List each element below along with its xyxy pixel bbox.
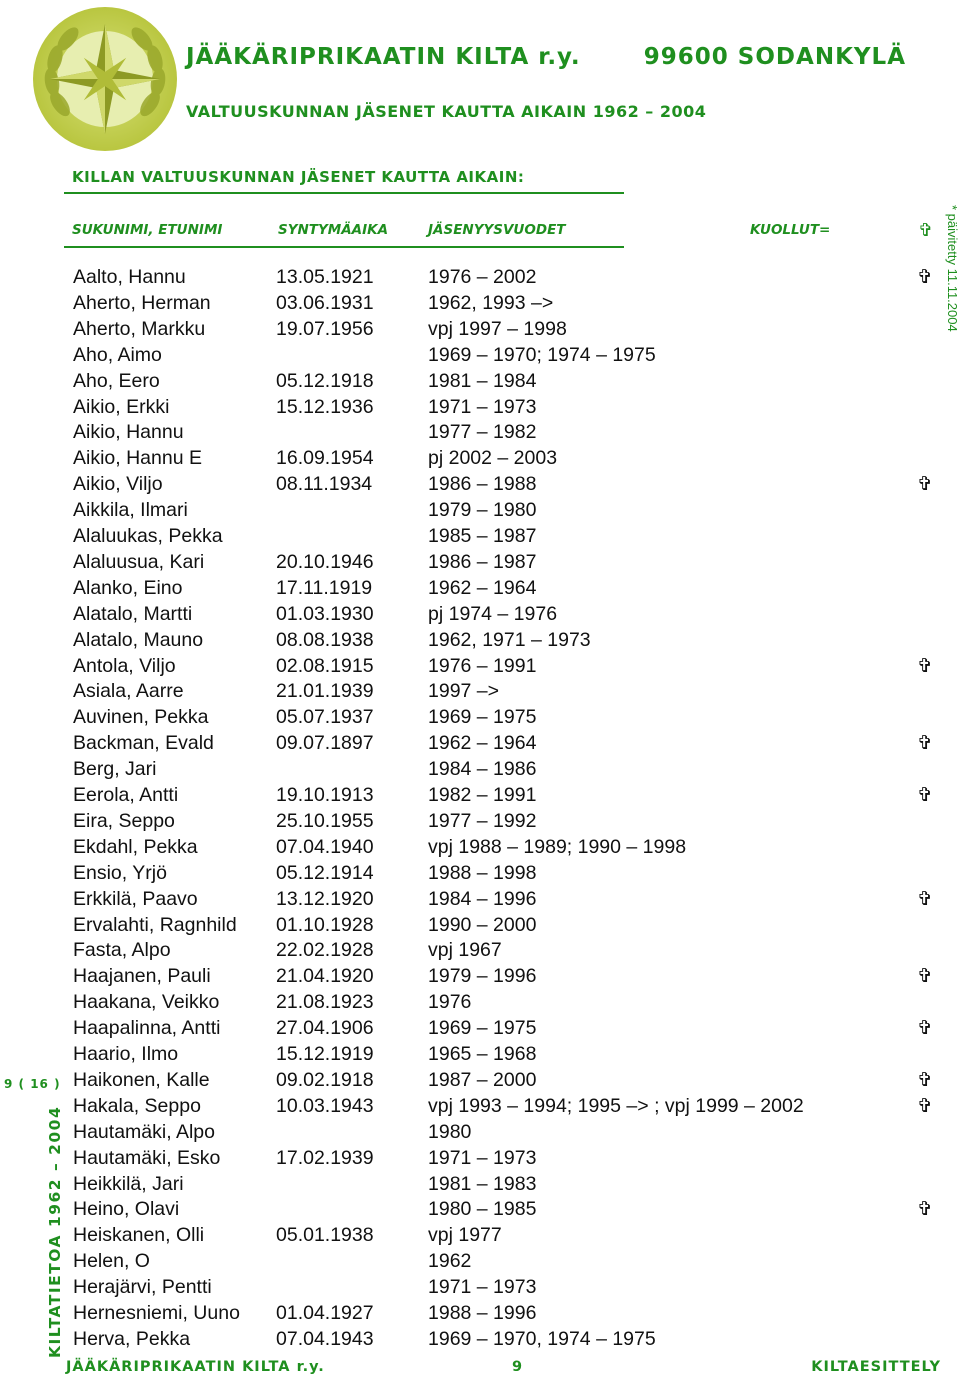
member-name: Heikkilä, Jari <box>73 1172 184 1195</box>
member-years: vpj 1967 <box>428 939 502 962</box>
member-birthdate: 01.03.1930 <box>276 602 374 625</box>
table-row <box>0 1069 960 1095</box>
deceased-cross-icon: ✞ <box>917 1069 933 1091</box>
org-name: JÄÄKÄRIPRIKAATIN KILTA r.y. <box>186 44 581 70</box>
footer-org-name: JÄÄKÄRIPRIKAATIN KILTA r.y. <box>66 1359 325 1375</box>
member-years: vpj 1988 – 1989; 1990 – 1998 <box>428 835 687 858</box>
member-name: Aalto, Hannu <box>73 266 186 288</box>
member-years: 1971 – 1973 <box>428 1276 537 1299</box>
table-row <box>0 991 960 1017</box>
member-years: 1976 <box>428 991 472 1014</box>
member-years: vpj 1993 – 1994; 1995 –> ; vpj 1999 – 2002 <box>428 1094 804 1117</box>
table-row <box>0 499 960 525</box>
member-birthdate: 22.02.1928 <box>276 939 374 962</box>
column-header-name: SUKUNIMI, ETUNIMI <box>72 222 223 238</box>
table-row <box>0 914 960 940</box>
member-years: 1997 –> <box>428 680 500 703</box>
member-birthdate: 21.01.1939 <box>276 680 374 703</box>
footer-section: KILTAESITTELY <box>811 1359 941 1375</box>
member-years: 1979 – 1980 <box>428 499 537 522</box>
table-row <box>0 1147 960 1173</box>
deceased-cross-icon: ✞ <box>917 655 933 677</box>
member-name: Erkkilä, Paavo <box>73 887 198 910</box>
member-years: 1976 – 2002 <box>428 266 537 288</box>
member-name: Herva, Pekka <box>73 1327 191 1350</box>
table-row <box>0 1043 960 1069</box>
header-subtitle: VALTUUSKUNNAN JÄSENET KAUTTA AIKAIN 1962 – 2004 <box>186 102 707 121</box>
member-name: Aikio, Hannu E <box>73 447 202 470</box>
table-row <box>0 1198 960 1224</box>
member-years: 1984 – 1996 <box>428 887 537 910</box>
member-birthdate: 10.03.1943 <box>276 1094 374 1117</box>
postal-address: 99600 SODANKYLÄ <box>643 44 906 70</box>
member-birthdate: 25.10.1955 <box>276 809 374 832</box>
member-name: Heiskanen, Olli <box>73 1224 205 1247</box>
column-headers <box>0 222 960 242</box>
member-birthdate: 20.10.1946 <box>276 550 374 573</box>
member-years: 1969 – 1975 <box>428 1017 537 1040</box>
member-name: Aikkila, Ilmari <box>73 499 188 522</box>
deceased-cross-icon: ✞ <box>917 966 933 988</box>
deceased-cross-icon: ✞ <box>917 785 933 806</box>
member-years: 1986 – 1987 <box>428 550 537 573</box>
member-name: Haario, Ilmo <box>73 1043 179 1065</box>
member-name: Hakala, Seppo <box>73 1094 201 1117</box>
member-birthdate: 27.04.1906 <box>276 1017 374 1040</box>
member-name: Alaluusua, Kari <box>73 550 205 573</box>
member-years: 1988 – 1998 <box>428 861 537 884</box>
table-row <box>0 1017 960 1043</box>
member-birthdate: 05.12.1914 <box>276 861 374 884</box>
member-name: Heino, Olavi <box>73 1198 180 1221</box>
member-name: Hautamäki, Alpo <box>73 1120 215 1143</box>
member-name: Aherto, Markku <box>73 317 206 340</box>
member-name: Helen, O <box>73 1250 150 1273</box>
member-name: Eerola, Antti <box>73 784 179 806</box>
footer <box>66 1359 941 1379</box>
member-name: Aikio, Viljo <box>73 473 163 496</box>
member-years: 1990 – 2000 <box>428 913 537 936</box>
member-name: Aikio, Erkki <box>73 395 170 418</box>
member-years: 1962, 1971 – 1973 <box>428 628 591 651</box>
table-row <box>0 655 960 681</box>
table-row <box>0 1095 960 1121</box>
cross-icon: ✞ <box>918 220 934 241</box>
table-row <box>0 732 960 758</box>
member-birthdate: 19.10.1913 <box>276 784 374 806</box>
table-row <box>0 629 960 655</box>
member-years: 1977 – 1992 <box>428 809 537 832</box>
member-name: Aho, Eero <box>73 369 160 392</box>
member-name: Alatalo, Mauno <box>73 628 204 651</box>
member-years: 1971 – 1973 <box>428 395 537 418</box>
member-name: Aho, Aimo <box>73 343 162 366</box>
table-row <box>0 784 960 810</box>
table-row <box>0 603 960 629</box>
jaakariprikaati-star-emblem-icon <box>30 4 180 154</box>
column-header-deceased: KUOLLUT= <box>750 222 831 238</box>
member-years: 1987 – 2000 <box>428 1068 537 1091</box>
member-name: Aikio, Hannu <box>73 421 184 444</box>
member-name: Fasta, Alpo <box>73 939 171 962</box>
member-name: Haikonen, Kalle <box>73 1068 210 1091</box>
member-years: 1962 – 1964 <box>428 732 537 755</box>
member-birthdate: 16.09.1954 <box>276 447 374 470</box>
member-years: 1981 – 1983 <box>428 1172 537 1195</box>
table-row <box>0 1173 960 1199</box>
member-name: Herajärvi, Pentti <box>73 1276 212 1299</box>
member-years: 1976 – 1991 <box>428 654 537 677</box>
table-row <box>0 344 960 370</box>
member-birthdate: 21.08.1923 <box>276 991 374 1014</box>
vertical-section-title: KILTATIETOA 1962 – 2004 <box>46 1105 64 1358</box>
updated-note: * päivitetty 11.11.2004 <box>945 205 960 332</box>
table-row <box>0 1121 960 1147</box>
member-years: 1962, 1993 –> <box>428 291 554 314</box>
member-birthdate: 01.10.1928 <box>276 913 374 936</box>
member-name: Hautamäki, Esko <box>73 1146 221 1169</box>
member-years: vpj 1977 <box>428 1224 502 1247</box>
member-years: 1969 – 1970, 1974 – 1975 <box>428 1327 656 1350</box>
member-name: Ekdahl, Pekka <box>73 835 198 858</box>
member-name: Hernesniemi, Uuno <box>73 1302 240 1324</box>
table-row <box>0 266 960 292</box>
deceased-cross-icon: ✞ <box>917 733 933 755</box>
member-years: 1979 – 1996 <box>428 965 537 988</box>
member-birthdate: 03.06.1931 <box>276 291 374 314</box>
member-years: 1988 – 1996 <box>428 1302 537 1324</box>
table-row <box>0 421 960 447</box>
header-title <box>186 44 906 70</box>
member-birthdate: 07.04.1940 <box>276 835 374 858</box>
table-row <box>0 1276 960 1302</box>
member-years: 1980 – 1985 <box>428 1198 537 1221</box>
table-row <box>0 577 960 603</box>
member-name: Backman, Evald <box>73 732 214 755</box>
member-birthdate: 15.12.1936 <box>276 395 374 418</box>
table-row <box>0 706 960 732</box>
column-header-born: SYNTYMÄAIKA <box>278 222 389 238</box>
member-name: Berg, Jari <box>73 758 157 781</box>
member-birthdate: 05.12.1918 <box>276 369 374 392</box>
member-name: Alanko, Eino <box>73 576 183 599</box>
member-years: 1962 <box>428 1250 472 1273</box>
table-row <box>0 965 960 991</box>
member-birthdate: 13.05.1921 <box>276 266 374 288</box>
table-row <box>0 888 960 914</box>
member-birthdate: 05.07.1937 <box>276 706 374 729</box>
member-name: Haapalinna, Antti <box>73 1017 221 1040</box>
member-birthdate: 17.02.1939 <box>276 1146 374 1169</box>
member-birthdate: 09.02.1918 <box>276 1068 374 1091</box>
member-name: Alaluukas, Pekka <box>73 525 223 547</box>
table-row <box>0 525 960 551</box>
table-row <box>0 939 960 965</box>
table-row <box>0 680 960 706</box>
member-years: 1962 – 1964 <box>428 576 537 599</box>
table-row <box>0 292 960 318</box>
member-name: Aherto, Herman <box>73 291 211 314</box>
member-name: Auvinen, Pekka <box>73 706 209 729</box>
table-row <box>0 396 960 422</box>
member-birthdate: 21.04.1920 <box>276 965 374 988</box>
deceased-cross-icon: ✞ <box>917 474 933 496</box>
member-years: 1965 – 1968 <box>428 1043 537 1065</box>
member-years: 1971 – 1973 <box>428 1146 537 1169</box>
member-name: Ervalahti, Ragnhild <box>73 913 237 936</box>
member-years: vpj 1997 – 1998 <box>428 317 567 340</box>
header-divider <box>64 246 624 248</box>
table-row <box>0 1302 960 1328</box>
member-years: 1981 – 1984 <box>428 369 537 392</box>
member-name: Haajanen, Pauli <box>73 965 211 988</box>
member-years: 1982 – 1991 <box>428 784 537 806</box>
member-birthdate: 02.08.1915 <box>276 654 374 677</box>
member-name: Haakana, Veikko <box>73 991 220 1014</box>
member-name: Asiala, Aarre <box>73 680 184 703</box>
member-birthdate: 09.07.1897 <box>276 732 374 755</box>
section-title: KILLAN VALTUUSKUNNAN JÄSENET KAUTTA AIKAIN: <box>72 168 525 186</box>
member-years: pj 2002 – 2003 <box>428 447 558 470</box>
page-label: 9 ( 16 ) <box>4 1077 61 1091</box>
table-row <box>0 862 960 888</box>
table-row <box>0 1250 960 1276</box>
table-row <box>0 473 960 499</box>
member-name: Eira, Seppo <box>73 809 175 832</box>
member-birthdate: 13.12.1920 <box>276 887 374 910</box>
table-row <box>0 318 960 344</box>
member-years: pj 1974 – 1976 <box>428 602 558 625</box>
member-birthdate: 19.07.1956 <box>276 317 374 340</box>
table-row <box>0 1328 960 1354</box>
member-years: 1985 – 1987 <box>428 525 537 547</box>
member-name: Alatalo, Martti <box>73 602 193 625</box>
footer-page-number: 9 <box>512 1359 524 1375</box>
member-years: 1986 – 1988 <box>428 473 537 496</box>
member-birthdate: 08.11.1934 <box>276 473 373 496</box>
table-row <box>0 836 960 862</box>
member-birthdate: 15.12.1919 <box>276 1043 374 1065</box>
member-years: 1980 <box>428 1120 472 1143</box>
table-row <box>0 551 960 577</box>
member-birthdate: 17.11.1919 <box>276 576 373 599</box>
table-row <box>0 758 960 784</box>
table-row <box>0 1224 960 1250</box>
table-row <box>0 370 960 396</box>
member-birthdate: 08.08.1938 <box>276 628 374 651</box>
member-name: Antola, Viljo <box>73 654 176 677</box>
column-header-years: JÄSENYYSVUODET <box>428 222 566 238</box>
deceased-cross-icon: ✞ <box>917 1095 933 1117</box>
member-birthdate: 05.01.1938 <box>276 1224 374 1247</box>
deceased-cross-icon: ✞ <box>917 1018 933 1040</box>
table-row <box>0 810 960 836</box>
member-years: 1969 – 1975 <box>428 706 537 729</box>
member-years: 1977 – 1982 <box>428 421 537 444</box>
member-birthdate: 07.04.1943 <box>276 1327 374 1350</box>
deceased-cross-icon: ✞ <box>917 888 933 910</box>
table-row <box>0 447 960 473</box>
section-divider <box>64 192 624 194</box>
member-years: 1969 – 1970; 1974 – 1975 <box>428 343 656 366</box>
deceased-cross-icon: ✞ <box>917 1199 933 1221</box>
deceased-cross-icon: ✞ <box>917 267 933 288</box>
member-years: 1984 – 1986 <box>428 758 537 781</box>
member-birthdate: 01.04.1927 <box>276 1302 374 1324</box>
member-name: Ensio, Yrjö <box>73 861 167 884</box>
